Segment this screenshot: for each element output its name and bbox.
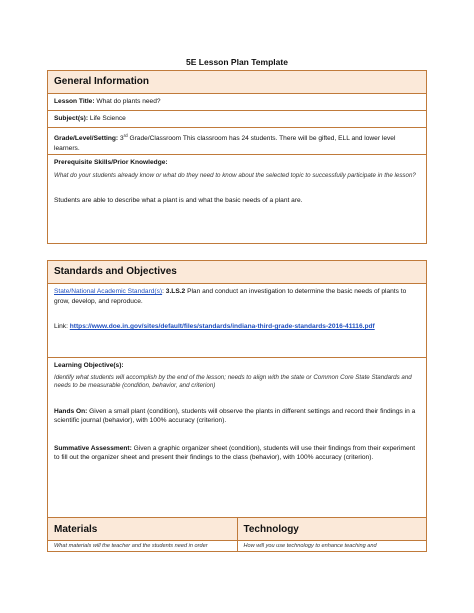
summative-assessment: Summative Assessment: Given a graphic organizer sheet (condition), students will use their findings from their experiment to fill out the organizer sheet and present their findings to the class (behavior), with 100% accuracy (criterion). <box>54 444 416 461</box>
standards-pdf-link[interactable]: https://www.doe.in.gov/sites/default/files/standards/indiana-third-grade-standards-2016-41116.pdf <box>69 323 375 330</box>
document-title: 5E Lesson Plan Template <box>186 57 288 67</box>
materials-technology-header <box>48 518 426 540</box>
standards-objectives-header: Standards and Objectives <box>48 261 426 283</box>
technology-header: Technology <box>237 518 427 540</box>
learning-objectives-row: Learning Objective(s): Identify what students will accomplish by the end of the lesson; needs to align with the state or Common Core State Standards and needs to be measurable (condition, behavior, and criterion) Hands On: Given a small plant (condition), students will observe the plants in different settings and record their findings in a scientific journal (behavior), with 100% accuracy (criterion). Summative Assessment: Given a graphic organizer sheet (condition), students will use their findings from their experiment to fill out the organizer sheet and present their findings to the class (behavior), with 100% accuracy (criterion). <box>48 357 426 540</box>
standards-objectives-table <box>47 260 427 541</box>
general-information-table <box>47 70 427 244</box>
materials-header: Materials <box>48 518 237 540</box>
subjects-row: Subject(s): Life Science <box>48 110 426 127</box>
materials-technology-prompts: What materials will the teacher and the students need in order How will you use technology to enhance teaching and <box>48 540 426 551</box>
hands-on-objective: Hands On: Given a small plant (condition), students will observe the plants in different settings and record their findings in a scientific journal (behavior), with 100% accuracy (criterion). <box>54 407 416 424</box>
prerequisite-row: Prerequisite Skills/Prior Knowledge: What do your students already know or what do they need to know about the selected topic to successfully participate in the lesson? Students are able to describe what a plant is and what the basic needs of a plant are. <box>48 154 426 243</box>
grade-row: Grade/Level/Setting: 3rd Grade/Classroom This classroom has 24 students. There will be gifted, ELL and lower level learners. <box>48 127 426 154</box>
lesson-title-row: Lesson Title: What do plants need? <box>48 93 426 110</box>
materials-technology-table <box>47 517 427 552</box>
standards-row: State/National Academic Standard(s): 3.LS.2 Plan and conduct an investigation to determine the basic needs of plants to grow, develop, and reproduce. Link: https://www.doe.in.gov/sites/default/files/standards/indiana-third-grade-standards-2016-41116.pdf <box>48 283 426 357</box>
general-information-header: General Information <box>48 71 426 93</box>
academic-standards-link[interactable]: State/National Academic Standard(s) <box>54 288 163 295</box>
